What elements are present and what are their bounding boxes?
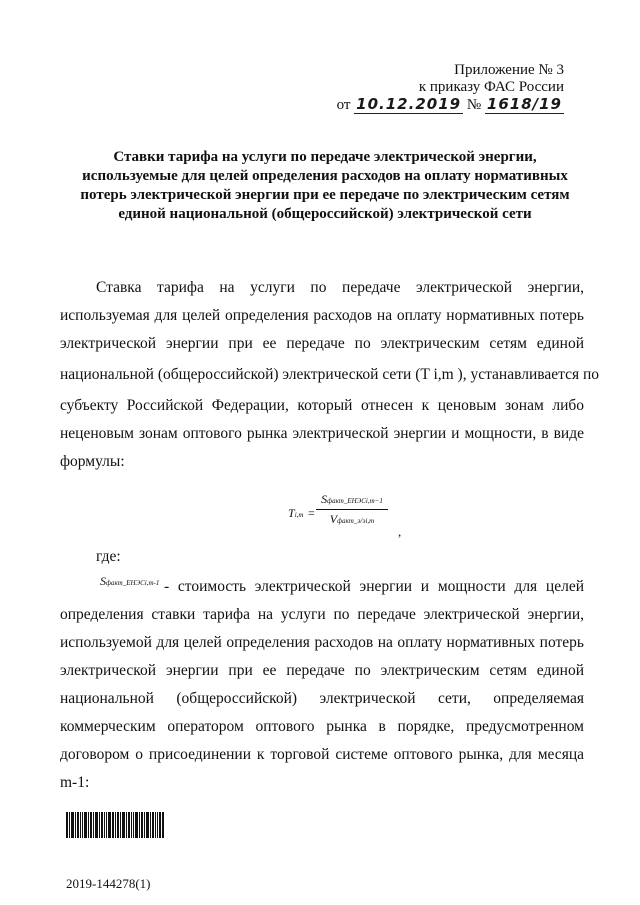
attachment-number: Приложение № 3 xyxy=(454,62,564,78)
order-date-number: от 10.12.2019 № 1618/19 xyxy=(336,95,562,113)
paragraph-line: субъекту Российской Федерации, который отнесен к ценовым зонам либо xyxy=(60,397,584,414)
paragraph-line: электрической энергии при ее передаче по электрическим сетям единой xyxy=(60,335,584,352)
attachment-header xyxy=(337,62,564,114)
paragraph-symbol-definition xyxy=(60,573,584,797)
title-line: используемые для целей определения расходов на оплату нормативных xyxy=(82,168,568,184)
paragraph-line: национальной (общероссийской) электрической сети, определяемая xyxy=(60,690,584,707)
paragraph-line: электрической энергии при ее передаче по электрическим сетям единой xyxy=(60,662,584,679)
symbol-s-fact: Sфакт_ЕНЭСi,m-1 xyxy=(100,574,160,588)
document-page: Приложение № 3 к приказу ФАС России от 10.12.2019 № 1618/19 Ставки тарифа на услуги по передаче электрической энергии, используемые для целей определения расходов на оплату нормативных потерь электрической энергии при ее передаче по электрическим сетям единой национальной (общероссийской) электрической сети Ставка тарифа на услуги по передаче электрической энергии, используемая для целей определения расходов на оплату нормативных потерь электрической энергии при ее передаче по электрическим сетям единой национальной (общероссийской) электрической сети (T i,m ), устанавливается по субъекту Российской Федерации, который отнесен к ценовым зонам либо неценовым зонам оптового рынка электрической энергии и мощности, в виде формулы: Ti,m = Sфакт_ЕНЭСi,m−1 Vфакт_э/эi,m , где: Sфакт_ЕНЭСi,m-1 - стоимость электрической энергии и мощности для целей определения ставки тарифа на услуги по передаче электрической энергии, используемой для целей определения расходов на оплату нормативных потерь электрической энергии при ее передаче по электрическим сетям единой национальной (общероссийской) электрической сети, определяемая коммерческим оператором оптового рынка в порядке, предусмотренном договором о присоединении к торговой системе оптового рынка, для месяца m-1: 2019-144278(1) xyxy=(60,62,600,891)
paragraph-definition xyxy=(60,274,600,476)
paragraph-line: используемая для целей определения расходов на оплату нормативных потерь xyxy=(60,307,584,324)
paragraph-line: m-1: xyxy=(60,774,90,791)
document-title xyxy=(66,148,584,224)
title-line: единой национальной (общероссийской) электрической сети xyxy=(118,206,532,222)
document-registration-number: 2019-144278(1) xyxy=(66,876,151,891)
paragraph-line: национальной (общероссийской) электрической сети (T i,m ), устанавливается по xyxy=(60,366,600,383)
paragraph-line: коммерческим оператором оптового рынка в порядке, предусмотренном xyxy=(60,718,584,735)
handwritten-date: 10.12.2019 xyxy=(356,95,462,113)
formula-fraction: Sфакт_ЕНЭСi,m−1 Vфакт_э/эi,m xyxy=(316,492,388,527)
title-line: потерь электрической энергии при ее передаче по электрическим сетям xyxy=(80,187,570,203)
order-reference: к приказу ФАС России xyxy=(418,79,564,95)
paragraph-line: - стоимость электрической энергии и мощности для целей xyxy=(164,578,584,595)
title-line: Ставки тарифа на услуги по передаче электрической энергии, xyxy=(113,149,537,165)
paragraph-line: используемой для целей определения расходов на оплату нормативных потерь xyxy=(60,634,584,651)
paragraph-line: формулы: xyxy=(60,453,125,470)
paragraph-line: определения ставки тарифа на услуги по передаче электрической энергии, xyxy=(60,606,584,623)
paragraph-line: неценовым зонам оптового рынка электрической энергии и мощности, в виде xyxy=(60,425,584,442)
paragraph-line: договором о присоединении к торговой системе оптового рынка, для месяца xyxy=(60,746,584,763)
handwritten-number: 1618/19 xyxy=(486,95,562,113)
barcode-icon xyxy=(66,812,164,838)
paragraph-line: Ставка тарифа на услуги по передаче электрической энергии, xyxy=(96,279,584,296)
where-label: где: xyxy=(96,548,121,565)
